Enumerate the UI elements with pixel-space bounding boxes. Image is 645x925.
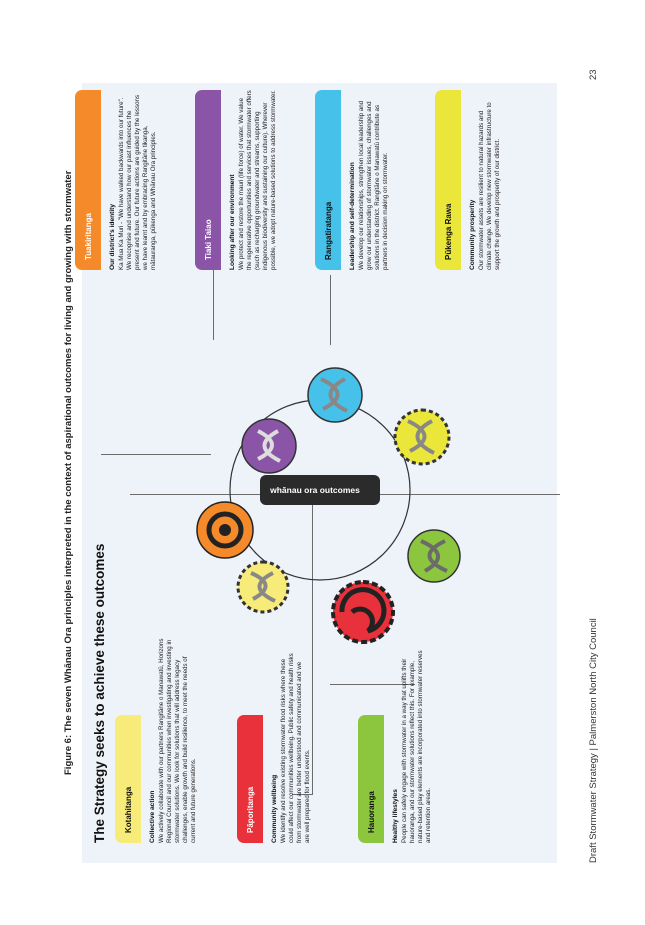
tiaki-taiao-body: We protect and restore the mauri (life force) of water. We value the regenerative opportunities and services that stormwater offers (such as recharging groundwater and streams, supporting indigenous biodiversity and sustaining our culture). Wherever possible, we adopt nature-based solutions to address stormwater.	[238, 90, 278, 270]
hauoranga-subtitle: Healthy lifestyles	[392, 789, 399, 843]
tuakiritanga-subtitle: Our district's identity	[109, 203, 116, 270]
tuakiritanga-tab	[75, 90, 101, 270]
rangatiratanga-body: We develop our relationships, strengthen local leadership and grow our understanding of stormwater issues, challenges and solutions in the district. Rangitāne o Manawatū contribute as partners in decision making on stormwater.	[358, 100, 390, 270]
kotahitanga-body: We actively collaborate with our partners Rangitāne o Manawatū, Horizons Regional Council and our communities when investigating and investing in stormwater solutions. We look for solutions that will address legacy challenges, enable growth and build resilience, to meet the needs of current and future generations.	[158, 638, 198, 843]
hauoranga-tab	[358, 715, 384, 843]
tuakiritanga-title: Tuakiritanga	[83, 213, 93, 260]
paporitanga-title: Pāporitanga	[245, 786, 255, 833]
page-number: 23	[588, 69, 599, 80]
pukenga-rawa-tab	[435, 90, 461, 270]
rangatiratanga-emblem-icon	[305, 365, 365, 425]
figure-caption: Figure 6: The seven Whānau Ora principles interpreted in the context of aspirational outcomes for living and growing with stormwater	[63, 170, 74, 775]
paporitanga-emblem-icon	[330, 579, 396, 645]
tiaki-taiao-subtitle: Looking after our environment	[229, 174, 236, 270]
pukenga-rawa-title: Pūkenga Rawa	[443, 203, 453, 260]
tuakiritanga-body: Ka Mua Ka Muri - "We have walked backwards into our future". We recognise and understand how our past influences the present and future. Our future actions are guided by the lessons we have learnt and by embracing Rangitāne tikanga, mātauranga, pūkenga and Whānau Ora principles.	[118, 94, 158, 270]
pukenga-rawa-emblem-icon	[392, 407, 452, 467]
panel-title: The Strategy seeks to achieve these outcomes	[92, 543, 107, 843]
kotahitanga-title: Kotahitanga	[123, 786, 133, 833]
paporitanga-subtitle: Community wellbeing	[271, 774, 278, 843]
pukenga-rawa-subtitle: Community prosperity	[469, 199, 476, 270]
pukenga-rawa-body: Our stormwater assets are resilient to natural hazards and climate change. We develop new stormwater infrastructure to support the growth and prosperity of our district.	[478, 102, 502, 270]
connector-line	[213, 270, 214, 340]
page-footer: Draft Stormwater Strategy | Palmerston North City Council	[588, 618, 599, 863]
hauoranga-title: Hauoranga	[366, 791, 376, 833]
kotahitanga-tab	[115, 715, 141, 843]
hauoranga-emblem-icon	[405, 527, 463, 585]
tiaki-taiao-emblem-icon	[240, 417, 298, 475]
center-label: whānau ora outcomes	[270, 485, 360, 495]
connector-line	[330, 275, 331, 345]
tiaki-taiao-title: Tiaki Taiao	[203, 219, 213, 260]
rangatiratanga-title: Rangatiratanga	[323, 201, 333, 260]
hauoranga-body: People can safely engage with stormwater in a way that uplifts their hauoranga, and our stormwater solutions reflect this. For example, nature-based play elements are incorporated into stormwater reserves and retention areas.	[401, 650, 433, 843]
rangatiratanga-subtitle: Leadership and self-determination	[349, 162, 356, 270]
paporitanga-tab	[237, 715, 263, 843]
tiaki-taiao-tab	[195, 90, 221, 270]
rangatiratanga-tab	[315, 90, 341, 270]
paporitanga-body: We identify and resolve existing stormwater flood risks where these could affect our communities wellbeing. Public safety and health risks from stormwater are better understood and communicated and we are well prepared for flood events.	[280, 653, 312, 843]
tuakiritanga-emblem-icon	[195, 500, 255, 560]
kotahitanga-emblem-icon	[235, 559, 291, 615]
kotahitanga-subtitle: Collective action	[149, 790, 156, 843]
